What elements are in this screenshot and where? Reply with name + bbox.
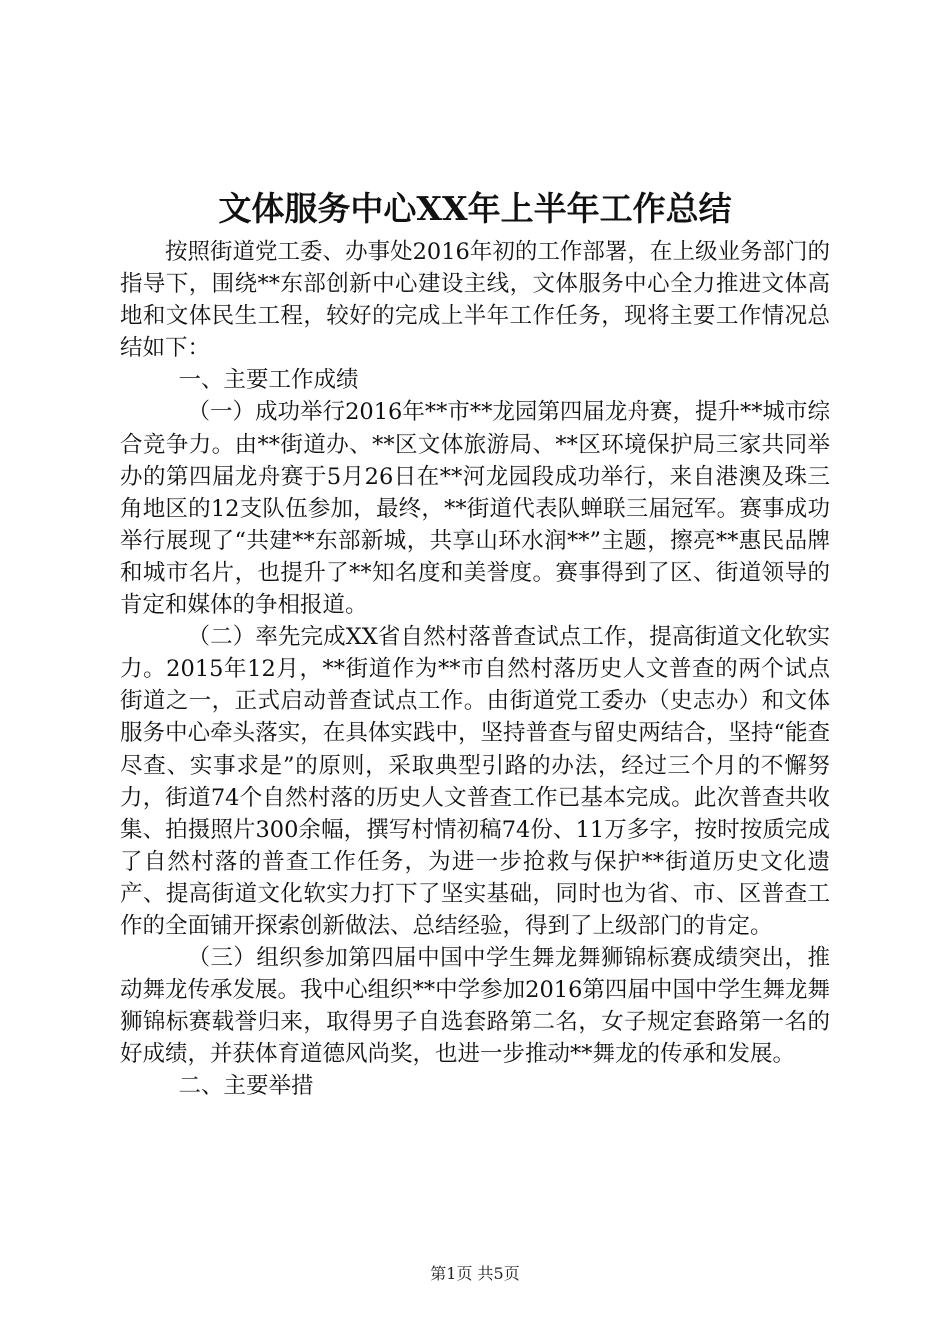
- page-number-footer: 第1页 共5页: [430, 1264, 520, 1283]
- intro-paragraph: 按照街道党工委、办事处2016年初的工作部署，在上级业务部门的指导下，围绕**东部创新中心建设主线，文体服务中心全力推进文体高地和文体民生工程，较好的完成上半年工作任务，现将主要工作情况总结如下：: [120, 239, 830, 362]
- section-heading-achievements: 一、主要工作成绩: [178, 367, 359, 394]
- document-body: [120, 236, 830, 1103]
- achievement-item-3: （三）组织参加第四届中国中学生舞龙舞狮锦标赛成绩突出，推动舞龙传承发展。我中心组织**中学参加2016第四届中国中学生舞龙舞狮锦标赛载誉归来，取得男子自选套路第二名，女子规定套路第一名的好成绩，并获体育道德风尚奖，也进一步推动**舞龙的传承和发展。: [120, 945, 830, 1068]
- achievement-item-2: （二）率先完成XX省自然村落普查试点工作，提高街道文化软实力。2015年12月，**街道作为**市自然村落历史人文普查的两个试点街道之一，正式启动普查试点工作。由街道党工委办（史志办）和文体服务中心牵头落实，在具体实践中，坚持普查与留史两结合，坚持“能查尽查、实事求是”的原则，采取典型引路的办法，经过三个月的不懈努力，街道74个自然村落的历史人文普查工作已基本完成。此次普查共收集、拍摄照片300余幅，撰写村情初稿74份、11万多字，按时按质完成了自然村落的普查工作任务，为进一步抢救与保护**街道历史文化遗产、提高街道文化软实力打下了坚实基础，同时也为省、市、区普查工作的全面铺开探索创新做法、总结经验，得到了上级部门的肯定。: [120, 624, 830, 939]
- achievement-item-1: （一）成功举行2016年**市**龙园第四届龙舟赛，提升**城市综合竞争力。由**街道办、**区文体旅游局、**区环境保护局三家共同举办的第四届龙舟赛于5月26日在**河龙园段成功举行，来自港澳及珠三角地区的12支队伍参加，最终，**街道代表队蝉联三届冠军。赛事成功举行展现了“共建**东部新城，共享山环水润**”主题，擦亮**惠民品牌和城市名片，也提升了**知名度和美誉度。赛事得到了区、街道领导的肯定和媒体的争相报道。: [120, 399, 830, 619]
- document-title: 文体服务中心XX年上半年工作总结: [218, 189, 732, 228]
- section-heading-measures: 二、主要举措: [178, 1073, 314, 1100]
